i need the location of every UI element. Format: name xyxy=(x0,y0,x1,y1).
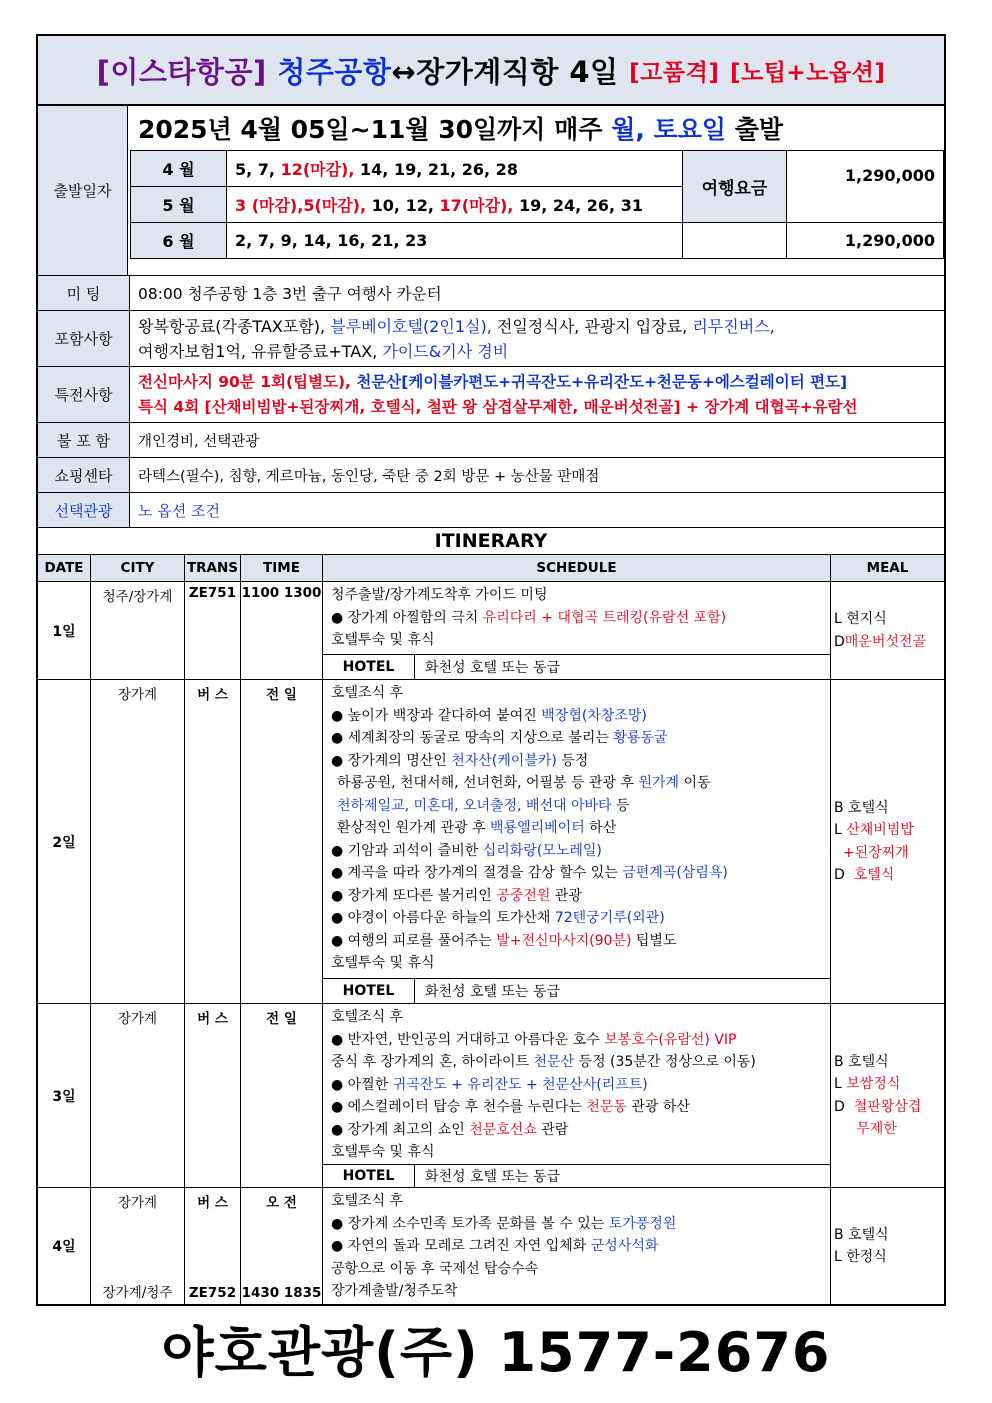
day-city xyxy=(91,1004,185,1187)
day-meals xyxy=(831,1004,944,1187)
footer-company-phone: 야호관광(주) 1577-2676 xyxy=(161,1321,831,1384)
day-time xyxy=(241,582,323,679)
departure-period xyxy=(128,106,944,150)
included-text: 여행자보험1억, 유류할증료+TAX, xyxy=(138,341,383,361)
trans-value: 버 스 xyxy=(197,1011,228,1027)
text-segment: 청주출발/장가계도착후 가이드 미팅 xyxy=(331,587,548,603)
included-guide: 가이드&기사 경비 xyxy=(382,341,509,361)
included-value xyxy=(130,311,783,366)
shopping-row xyxy=(38,458,944,493)
day-city xyxy=(91,1188,185,1304)
date-open: 5, 7, xyxy=(235,160,281,179)
text-segment: L 한정식 xyxy=(834,1249,887,1265)
text-segment: L xyxy=(834,1076,847,1092)
text-segment: 백장협(차창조망) xyxy=(541,707,647,724)
text-segment: ● 기암과 괴석이 즐비한 xyxy=(331,842,483,859)
city-value: 장가계/청주 xyxy=(102,1285,173,1301)
text-segment: 공중전원 xyxy=(496,887,551,904)
departure-table xyxy=(130,150,944,259)
time-value: 전 일 xyxy=(266,687,297,703)
included-hotel: 블루베이호텔(2인1실), xyxy=(330,316,492,336)
text-segment: 토가풍정원 xyxy=(608,1215,677,1232)
itinerary-day-row xyxy=(38,1188,944,1304)
schedule-lines xyxy=(323,582,830,654)
day-schedule xyxy=(323,680,831,1003)
special-label: 특전사항 xyxy=(38,367,130,422)
time-value: 전 일 xyxy=(266,1011,297,1027)
header-time: TIME xyxy=(241,555,323,581)
text-segment: 산채비빔밥 xyxy=(846,822,914,838)
fare-label-empty xyxy=(683,223,787,259)
fare-label: 여행요금 xyxy=(683,151,787,223)
hotel-row xyxy=(323,1164,830,1188)
text-segment: 무제한 xyxy=(834,1121,897,1137)
text-segment: +된장찌개 xyxy=(834,844,909,861)
excluded-label: 불 포 함 xyxy=(38,423,130,457)
text-segment: L xyxy=(834,822,847,838)
header-city: CITY xyxy=(91,555,185,581)
page-title xyxy=(38,36,944,106)
text-segment: 호텔조식 후 xyxy=(331,1009,404,1025)
city-value: 청주/장가계 xyxy=(102,589,173,605)
text-segment: ● 자연의 돌과 모레로 그려진 자연 입체화 xyxy=(331,1238,591,1254)
text-segment: 중식 후 장가계의 혼, 하이라이트 xyxy=(331,1054,534,1070)
city-value: 장가계 xyxy=(117,1011,158,1027)
text-segment: 호텔투숙 및 휴식 xyxy=(331,632,435,648)
text-segment: 백룡엘리베이터 xyxy=(490,820,585,836)
time-value: 1100 1300 xyxy=(241,585,322,601)
text-segment: 보봉호수(유람선) VIP xyxy=(604,1031,737,1048)
hotel-name: 화천성 호텔 또는 동급 xyxy=(425,660,561,676)
text-segment: 철판왕삼겹 xyxy=(853,1098,922,1115)
tag-premium: [고품격] xyxy=(629,59,720,86)
hotel-label: HOTEL xyxy=(323,655,415,679)
text-segment: 등정 xyxy=(556,752,589,769)
header-trans: TRANS xyxy=(185,555,241,581)
airline-name: [이스타항공] xyxy=(96,54,267,89)
month-dates xyxy=(227,151,683,187)
itinerary-days xyxy=(38,582,944,1304)
month-dates xyxy=(227,187,683,223)
special-value xyxy=(130,367,866,422)
hotel-name: 화천성 호텔 또는 동급 xyxy=(425,1168,561,1185)
included-row xyxy=(38,311,944,367)
date-open: 14, 19, 21, 26, 28 xyxy=(354,160,518,179)
text-segment: 유리다리 + 대협곡 트레킹(유람선 포함) xyxy=(482,609,727,626)
text-segment: 천문산 xyxy=(533,1054,575,1070)
text-segment: 매운버섯전골 xyxy=(844,633,926,650)
meeting-label: 미 팅 xyxy=(38,276,130,310)
text-segment: 천문호선쇼 xyxy=(469,1121,537,1138)
header-date: DATE xyxy=(38,555,91,581)
hotel-row xyxy=(323,978,830,1003)
text-segment: D xyxy=(834,867,854,883)
text-segment: 십리화랑(모노레일) xyxy=(482,842,602,859)
text-segment: 천문동 xyxy=(586,1099,627,1115)
route-name-rest: ↔장가계직항 4일 xyxy=(391,54,619,89)
itinerary-title: ITINERARY xyxy=(38,528,944,555)
day-time xyxy=(241,1004,323,1187)
date-closed: 17(마감), xyxy=(439,196,514,215)
period-prefix: 2025년 4월 05일~11월 30일까지 매주 xyxy=(138,115,603,144)
day-time xyxy=(241,680,323,1003)
text-segment: 호텔투숙 및 휴식 xyxy=(331,1144,435,1160)
included-text: 전일정식사, 관광지 입장료, xyxy=(491,316,693,336)
text-segment: 하룡공원, 천대서해, 선녀헌화, 어필봉 등 관광 후 xyxy=(337,775,639,791)
special-tianmen: 천문산[케이블카편도+귀곡잔도+유리잔도+천문동+에스컬레이터 편도] xyxy=(356,372,848,391)
itinerary-day-row xyxy=(38,582,944,680)
special-meals: 특식 4회 [산채비빔밥+된장찌개, 호텔식, 철판 왕 삼겹살무제한, 매운버섯전골] + 장가계 대협곡+유람선 xyxy=(138,397,858,416)
text-segment: D xyxy=(834,633,845,650)
text-segment: B 호텔식 xyxy=(834,1226,889,1243)
text-segment: 장가계출발/청주도착 xyxy=(331,1283,458,1299)
text-segment: 발+전신마사지(90분) xyxy=(496,932,632,949)
optional-value: 노 옵션 조건 xyxy=(138,501,220,520)
shopping-value: 라텍스(필수), 침향, 게르마늄, 동인당, 죽탄 중 2회 방문 + 농산물 판매점 xyxy=(138,468,600,485)
date-open: 2, 7, 9, 14, 16, 21, 23 xyxy=(235,231,428,250)
day-city xyxy=(91,680,185,1003)
day-meals xyxy=(831,1188,944,1304)
text-segment: ● 세계최장의 동굴로 땅속의 지상으로 불리는 xyxy=(331,730,614,746)
text-segment: 호텔조식 후 xyxy=(331,1193,404,1209)
day-time xyxy=(241,1188,323,1304)
text-segment: ● 여행의 피로를 풀어주는 xyxy=(331,932,497,949)
text-segment: ● 야경이 아름다운 하늘의 토가산채 xyxy=(331,910,555,926)
included-bus: 리무진버스, xyxy=(692,316,775,336)
included-label: 포함사항 xyxy=(38,311,130,366)
text-segment: 팁별도 xyxy=(631,932,677,949)
text-segment: ● 반자연, 반인공의 거대하고 아름다운 호수 xyxy=(331,1031,605,1048)
date-open: 10, 12, xyxy=(366,196,440,215)
header-meal: MEAL xyxy=(831,555,944,581)
date-open: 19, 24, 26, 31 xyxy=(513,196,643,215)
text-segment: 등정 (35분간 정상으로 이동) xyxy=(574,1054,756,1070)
text-segment: ● 장가계 아찔함의 극치 xyxy=(331,609,483,626)
text-segment: 관광 하산 xyxy=(626,1099,690,1115)
date-closed: 3 (마감),5(마감), xyxy=(235,196,367,215)
day-transport xyxy=(185,582,241,679)
itinerary-header xyxy=(38,555,944,582)
schedule-lines xyxy=(323,1188,830,1304)
text-segment: ● 에스컬레이터 탑승 후 천수를 누린다는 xyxy=(331,1099,587,1115)
day-transport xyxy=(185,1188,241,1304)
meeting-row xyxy=(38,276,944,311)
text-segment: ● 계곡을 따라 장가계의 절경을 감상 할수 있는 xyxy=(331,865,623,881)
period-days: 월, 토요일 xyxy=(611,115,726,144)
text-segment: 72텐궁기루(외관) xyxy=(554,910,665,926)
text-segment: 천자산(케이블카) xyxy=(451,752,557,769)
text-segment: 이동 xyxy=(679,775,711,791)
text-segment: ● 높이가 백장과 같다하여 붙여진 xyxy=(331,707,542,724)
date-closed: 12(마감), xyxy=(280,160,355,179)
text-segment: 하산 xyxy=(584,820,617,836)
text-segment: 호텔투숙 및 휴식 xyxy=(331,955,435,971)
special-row xyxy=(38,367,944,423)
header-schedule: SCHEDULE xyxy=(323,555,831,581)
text-segment: B 호텔식 xyxy=(834,799,889,816)
departure-label: 출발일자 xyxy=(38,106,128,275)
text-segment: 관람 xyxy=(536,1121,569,1138)
text-segment: L 현지식 xyxy=(834,611,887,627)
itinerary-day-row xyxy=(38,1004,944,1188)
day-number: 1일 xyxy=(38,582,91,679)
fare-value: 1,290,000 xyxy=(787,223,944,259)
schedule-lines xyxy=(323,1004,830,1164)
text-segment: 환상적인 원가계 관광 후 xyxy=(337,820,491,836)
text-segment: 원가계 xyxy=(638,775,680,791)
excluded-row xyxy=(38,423,944,458)
trans-value: ZE751 xyxy=(188,585,237,601)
schedule-lines xyxy=(323,680,830,978)
city-value: 장가계 xyxy=(117,1195,158,1211)
text-segment: 호텔식 xyxy=(853,867,895,883)
month-label: 5 월 xyxy=(131,187,227,223)
text-segment: ● 장가계 소수민족 토가족 문화를 볼 수 있는 xyxy=(331,1215,609,1232)
route-name-part: 청주공항 xyxy=(277,54,392,89)
text-segment: ● 장가계의 명산인 xyxy=(331,752,452,769)
text-segment: ● 장가계 또다른 볼거리인 xyxy=(331,887,497,904)
trans-value: ZE752 xyxy=(188,1285,237,1301)
excluded-value: 개인경비, 선택관광 xyxy=(138,433,260,450)
text-segment: 공항으로 이동 후 국제선 탑승수속 xyxy=(331,1260,539,1277)
text-segment: ● 아찔한 xyxy=(331,1076,393,1093)
text-segment: 황룡동굴 xyxy=(613,730,668,746)
day-number: 4일 xyxy=(38,1188,91,1304)
trans-value: 버 스 xyxy=(197,687,228,703)
day-transport xyxy=(185,1004,241,1187)
hotel-name: 화천성 호텔 또는 동급 xyxy=(425,984,561,1000)
text-segment: 금편계곡(삼림욕) xyxy=(622,865,728,881)
day-schedule xyxy=(323,1188,831,1304)
fare-value: 1,290,000 xyxy=(787,151,944,223)
tour-brochure xyxy=(36,34,946,1306)
text-segment: D xyxy=(834,1098,854,1115)
text-segment: 군성사석화 xyxy=(590,1238,659,1254)
time-value: 오 전 xyxy=(266,1195,297,1211)
hotel-label: HOTEL xyxy=(323,1165,415,1188)
day-schedule xyxy=(323,1004,831,1187)
text-segment: 관광 xyxy=(550,887,582,904)
month-label: 6 월 xyxy=(131,223,227,259)
included-text: 왕복항공료(각종TAX포함), xyxy=(138,316,331,336)
text-segment: 호텔조식 후 xyxy=(331,685,404,701)
shopping-label: 쇼핑센타 xyxy=(38,458,130,492)
text-segment: 등 xyxy=(611,797,630,814)
month-label: 4 월 xyxy=(131,151,227,187)
day-meals xyxy=(831,582,944,679)
text-segment: 보쌈정식 xyxy=(846,1076,901,1092)
time-value: 1430 1835 xyxy=(241,1285,322,1301)
optional-row xyxy=(38,493,944,528)
day-transport xyxy=(185,680,241,1003)
day-schedule xyxy=(323,582,831,679)
text-segment: 귀곡잔도 + 유리잔도 + 천문산사(리프트) xyxy=(392,1076,648,1093)
special-massage: 전신마사지 90분 1회(팁별도), xyxy=(138,372,357,391)
month-dates xyxy=(227,223,683,259)
day-number: 2일 xyxy=(38,680,91,1003)
day-number: 3일 xyxy=(38,1004,91,1187)
text-segment: B 호텔식 xyxy=(834,1053,889,1070)
period-suffix: 출발 xyxy=(734,115,784,144)
tag-notip-nooption: [노팁+노옵션] xyxy=(729,59,886,86)
departure-section xyxy=(38,106,944,276)
day-meals xyxy=(831,680,944,1003)
text-segment: ● 장가계 최고의 쇼인 xyxy=(331,1121,470,1138)
text-segment: 천하제일교, 미혼대, 오녀출정, 배선대 아바타 xyxy=(337,797,612,814)
hotel-label: HOTEL xyxy=(323,979,415,1003)
city-value: 장가계 xyxy=(117,687,158,703)
trans-value: 버 스 xyxy=(197,1195,228,1211)
optional-label: 선택관광 xyxy=(38,493,130,527)
day-city xyxy=(91,582,185,679)
hotel-row xyxy=(323,654,830,679)
meeting-value: 08:00 청주공항 1층 3번 출구 여행사 카운터 xyxy=(138,285,442,303)
itinerary-day-row xyxy=(38,680,944,1004)
